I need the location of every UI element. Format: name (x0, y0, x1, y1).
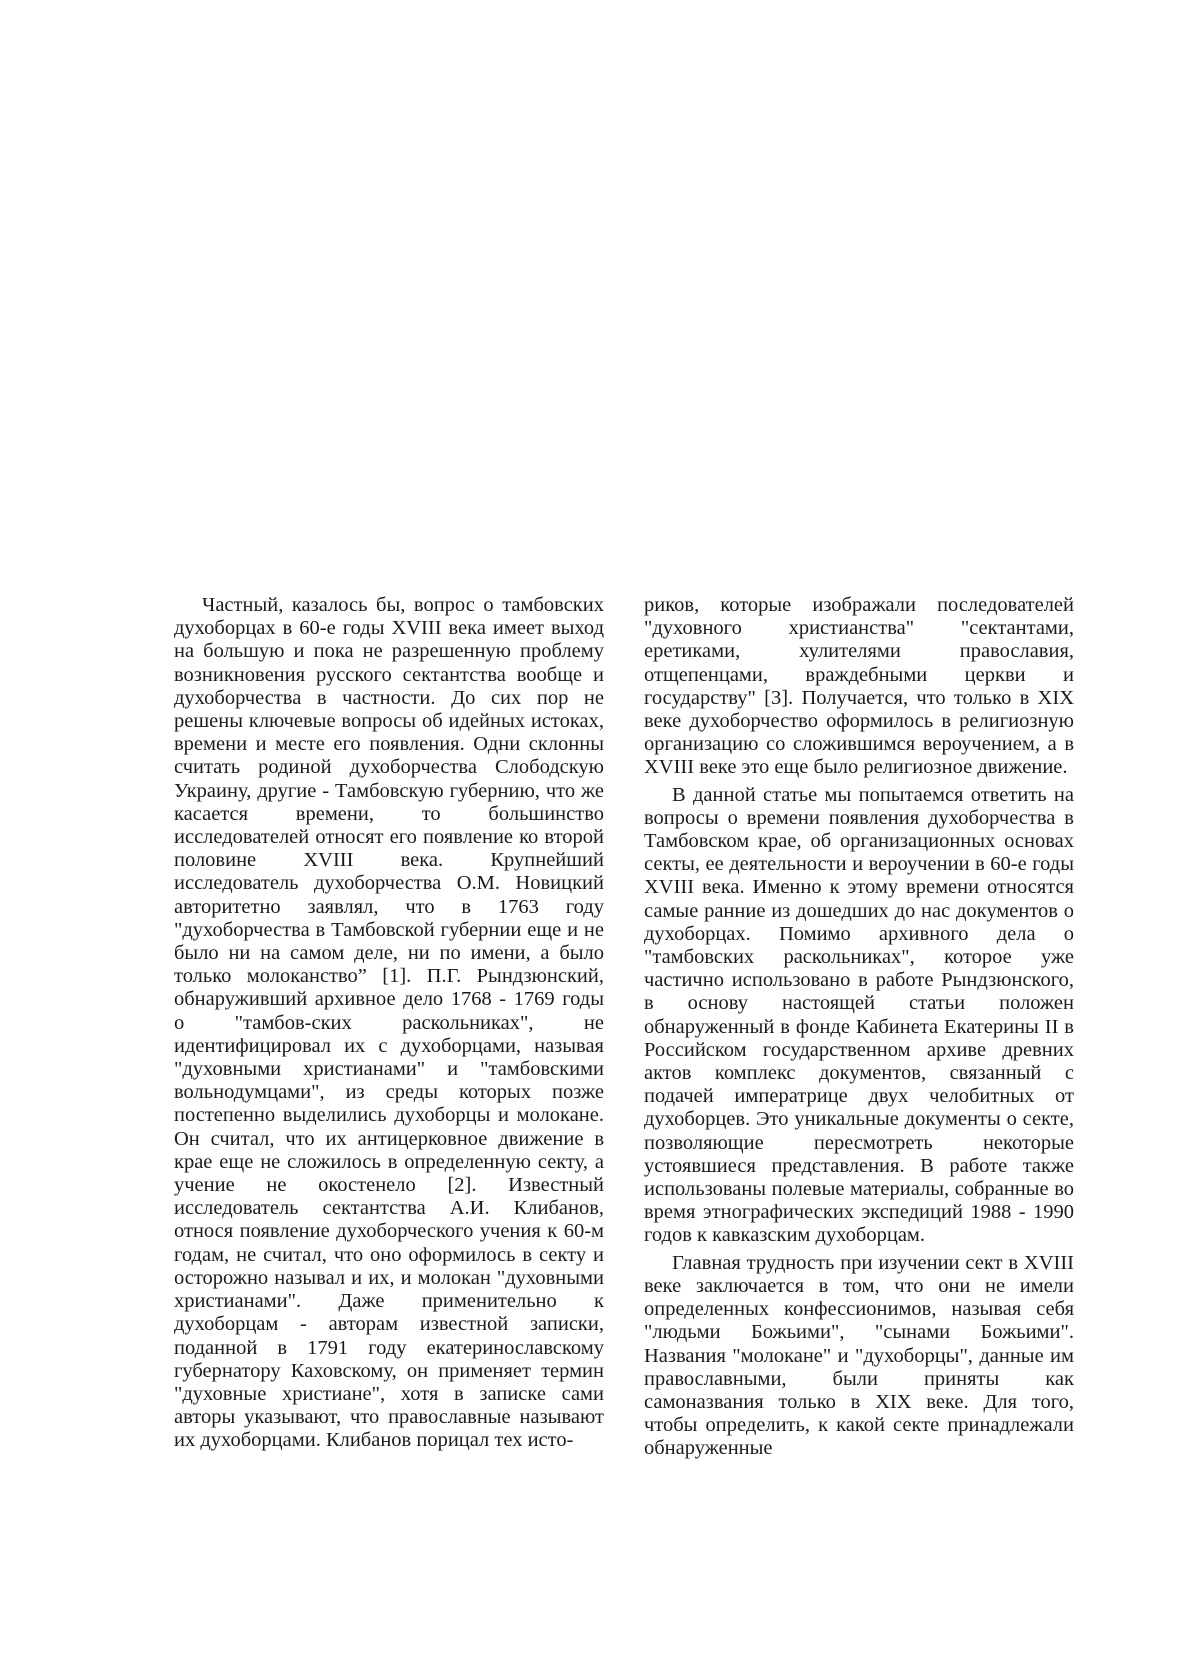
paragraph-continuation: риков, которые изображали последователей "духовного христианства" "сектантами, еретиками, хулителями православия, отщепенцами, враждебными церкви и государству" [3]. Получается, что только в XIX веке духоборчество оформилось в религиозную организацию со сложившимся вероучением, а в XVIII веке это еще было религиозное движение. (644, 594, 1074, 779)
paragraph: В данной статье мы попытаемся ответить на вопросы о времени появления духоборчества в Тамбовском крае, об организационных основах секты, ее деятельности и вероучении в 60-е годы XVIII века. Именно к этому времени относятся самые ранние из дошедших до нас документов о духоборцах. Помимо архивного дела о "тамбовских раскольниках", которое уже частично использовано в работе Рындзюнского, в основу настоящей статьи положен обнаруженный в фонде Кабинета Екатерины II в Российском государственном архиве древних актов комплекс документов, связанный с подачей императрице двух челобитных от духоборцев. Это уникальные документы о секте, позволяющие пересмотреть некоторые устоявшиеся представления. В работе также использованы полевые материалы, собранные во время этнографических экспедиций 1988 - 1990 годов к кавказским духоборцам. (644, 783, 1074, 1247)
paragraph: Главная трудность при изучении сект в XVIII веке заключается в том, что они не имели определенных конфессионимов, называя себя "людьми Божьими", "сынами Божьими". Названия "молокане" и "духоборцы", данные им православными, были приняты как самоназвания только в XIX веке. Для того, чтобы определить, к какой секте принадлежали обнаруженные (644, 1251, 1074, 1460)
left-column (174, 594, 604, 1457)
paragraph: Частный, казалось бы, вопрос о тамбовских духоборцах в 60-е годы XVIII века имеет выход на большую и пока не разрешенную проблему возникновения русского сектантства вообще и духоборчества в частности. До сих пор не решены ключевые вопросы об идейных истоках, времени и месте его появления. Одни склонны считать родиной духоборчества Слободскую Украину, другие - Тамбовскую губернию, что же касается времени, то большинство исследователей относят его появление ко второй половине XVIII века. Крупнейший исследователь духоборчества О.М. Новицкий авторитетно заявлял, что в 1763 году "духоборчества в Тамбовской губернии еще и не было ни на самом деле, ни по имени, а было только молоканство” [1]. П.Г. Рындзюнский, обнаруживший архивное дело 1768 - 1769 годы о "тамбов-ских раскольниках", не идентифицировал их с духоборцами, называя "духовными христианами" и "тамбовскими вольнодумцами", из среды которых позже постепенно выделились духоборцы и молокане. Он считал, что их антицерковное движение в крае еще не сложилось в определенную секту, а учение не окостенело [2]. Известный исследователь сектантства А.И. Клибанов, относя появление духоборческого учения к 60-м годам, не считал, что оно оформилось в секту и осторожно называл и их, и молокан "духовными христианами". Даже применительно к духоборцам - авторам известной записки, поданной в 1791 году екатеринославскому губернатору Каховскому, он применяет термин "духовные христиане", хотя в записке сами авторы указывают, что православные называют их духоборцами. Клибанов порицал тех исто- (174, 594, 604, 1452)
right-column (644, 594, 1074, 1465)
